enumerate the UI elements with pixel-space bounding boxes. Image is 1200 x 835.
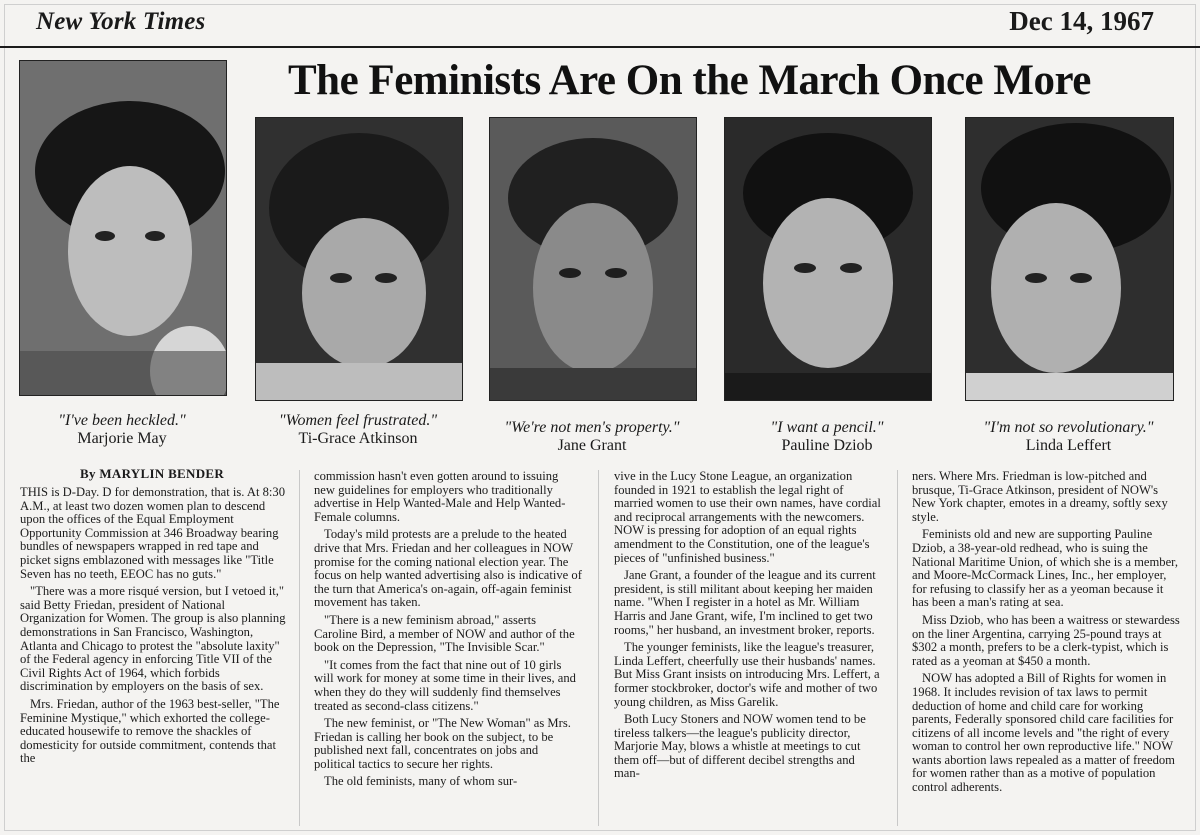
caption-name: Jane Grant: [557, 437, 627, 454]
article-paragraph: The younger feminists, like the league's treasurer, Linda Leffert, cheerfully use their husbands' names. But Miss Grant insists on introducing Mrs. Leffert, a former stockbroker, doctor's wife and mother of two young children, as Miss Garelik.: [614, 640, 880, 709]
photo-caption-5: [965, 419, 1172, 455]
headline: The Feminists Are On the March Once More: [288, 57, 1091, 104]
article-paragraph: "It comes from the fact that nine out of 10 girls will work for money at some time in their lives, and when they do they will suddenly find themselves treated as second-class citizens.": [314, 657, 576, 713]
article-column-3: [614, 470, 882, 785]
caption-name: Pauline Dziob: [781, 437, 873, 454]
caption-quote: "We're not men's property.": [504, 419, 680, 436]
portrait-photo-5: [965, 117, 1174, 401]
article-column-1: [20, 486, 288, 770]
newspaper-name: New York Times: [36, 8, 206, 35]
photo-caption-2: [250, 412, 466, 448]
photo-caption-4: [725, 419, 929, 455]
portrait-photo-icon: [725, 118, 931, 400]
article-paragraph: Jane Grant, a founder of the league and its current president, is still militant about keeping her maiden name. "When I register in a hotel as Mr. William Harris and Jane Grant, wife, I'm inclined to get two rooms," her husband, an investment broker, reports.: [614, 568, 876, 637]
portrait-photo-icon: [20, 61, 226, 395]
caption-quote: "I've been heckled.": [58, 412, 186, 429]
article-paragraph: NOW has adopted a Bill of Rights for women in 1968. It includes revision of tax laws to permit deduction of home and child care for working parents, Federally sponsored child care facilities for citizens of all income levels and "the right of every woman to control her own reproductive life." NOW wants abortion laws repealed as a matter of freedom for women rather than as a motive of population control adherents.: [912, 671, 1175, 795]
article-paragraph: commission hasn't even gotten around to issuing new guidelines for employers who traditionally advertise in Help Wanted-Male and Help Wanted-Female columns.: [314, 469, 566, 524]
photo-caption-3: [480, 419, 704, 455]
portrait-photo-3: [489, 117, 697, 401]
article-paragraph: Today's mild protests are a prelude to the heated drive that Mrs. Friedan and her colleagues in NOW promise for the coming national election year. The focus on help wanted advertising also is indicative of the turn that America's on-again, off-again feminist movement has taken.: [314, 527, 582, 610]
column-divider: [897, 470, 898, 826]
publication-date: Dec 14, 1967: [1009, 6, 1154, 36]
column-divider: [598, 470, 599, 826]
caption-name: Marjorie May: [77, 430, 167, 447]
portrait-photo-icon: [490, 118, 696, 400]
masthead-rule: [0, 46, 1200, 48]
caption-name: Linda Leffert: [1025, 437, 1112, 454]
article-paragraph: vive in the Lucy Stone League, an organization founded in 1921 to establish the legal right of married women to use their own names, have cordial and reciprocal arrangements with the newcomers. NOW is pressing for adoption of an equal rights amendment to the Constitution, one of the league's pieces of "unfinished business.": [614, 469, 881, 565]
portrait-photo-icon: [256, 118, 462, 400]
portrait-photo-2: [255, 117, 463, 401]
photo-caption-1: [22, 412, 222, 448]
article-paragraph: ners. Where Mrs. Friedman is low-pitched and brusque, Ti-Grace Atkinson, president of NOW's New York chapter, emotes in a dreamy, softly sexy style.: [912, 469, 1168, 524]
article-paragraph: THIS is D-Day. D for demonstration, that is. At 8:30 A.M., at least two dozen women plan to descend upon the offices of the Equal Employment Opportunity Commission at 346 Broadway bearing bundles of newspapers wrapped in red tape and picket signs emblazoned with messages like "Title Seven has no teeth, EEOC has no guts.": [20, 485, 286, 581]
article-column-4: [912, 470, 1180, 799]
byline: By MARYLIN BENDER: [80, 466, 225, 481]
article-paragraph: Feminists old and new are supporting Pauline Dziob, a 38-year-old redhead, who is suing the National Maritime Union, of which she is a member, and Moore-McCormack Lines, Inc., her employer, for refusing to classify her as a yeoman because it has been a man's rating at sea.: [912, 527, 1178, 610]
article-paragraph: The old feminists, many of whom sur-: [324, 774, 518, 789]
caption-quote: "Women feel frustrated.": [278, 412, 438, 429]
caption-quote: "I'm not so revolutionary.": [983, 419, 1154, 436]
portrait-photo-1: [19, 60, 227, 396]
article-paragraph: "There is a new feminism abroad," asserts Caroline Bird, a member of NOW and author of the book on the Depression, "The Invisible Scar.": [314, 612, 575, 655]
article-paragraph: "There was a more risqué version, but I vetoed it," said Betty Friedan, president of National Organization for Women. The group is also planning demonstrations in San Francisco, Washington, Atlanta and Chicago to protest the "absolute laxity" of the Federal agency in enforcing Title VII of the Civil Rights Act of 1964, which forbids discrimination by employers on the basis of sex.: [20, 584, 286, 694]
article-paragraph: The new feminist, or "The New Woman" as Mrs. Friedan is calling her book on the subject, to be published next fall, concentrates on jobs and political tactics to secure her rights.: [314, 716, 571, 771]
article-column-2: [314, 470, 582, 793]
portrait-photo-icon: [966, 118, 1173, 400]
portrait-photo-4: [724, 117, 932, 401]
caption-name: Ti-Grace Atkinson: [298, 430, 418, 447]
masthead: [0, 0, 1200, 46]
article-paragraph: Mrs. Friedan, author of the 1963 best-seller, "The Feminine Mystique," which exhorted the college-educated housewife to remove the shackles of domesticity for outside commitment, contends that the: [20, 696, 280, 766]
caption-quote: "I want a pencil.": [770, 419, 884, 436]
article-paragraph: Both Lucy Stoners and NOW women tend to be tireless talkers—the league's publicity director, Marjorie May, blows a whistle at meetings to cut them off—but of different decibel strengths and man-: [614, 712, 866, 781]
article-paragraph: Miss Dziob, who has been a waitress or stewardess on the liner Argentina, carrying 25-pound trays at $302 a month, prefers to be a clerk-typist, which is rated as a yeoman at $450 a month.: [912, 612, 1180, 668]
column-divider: [299, 470, 300, 826]
